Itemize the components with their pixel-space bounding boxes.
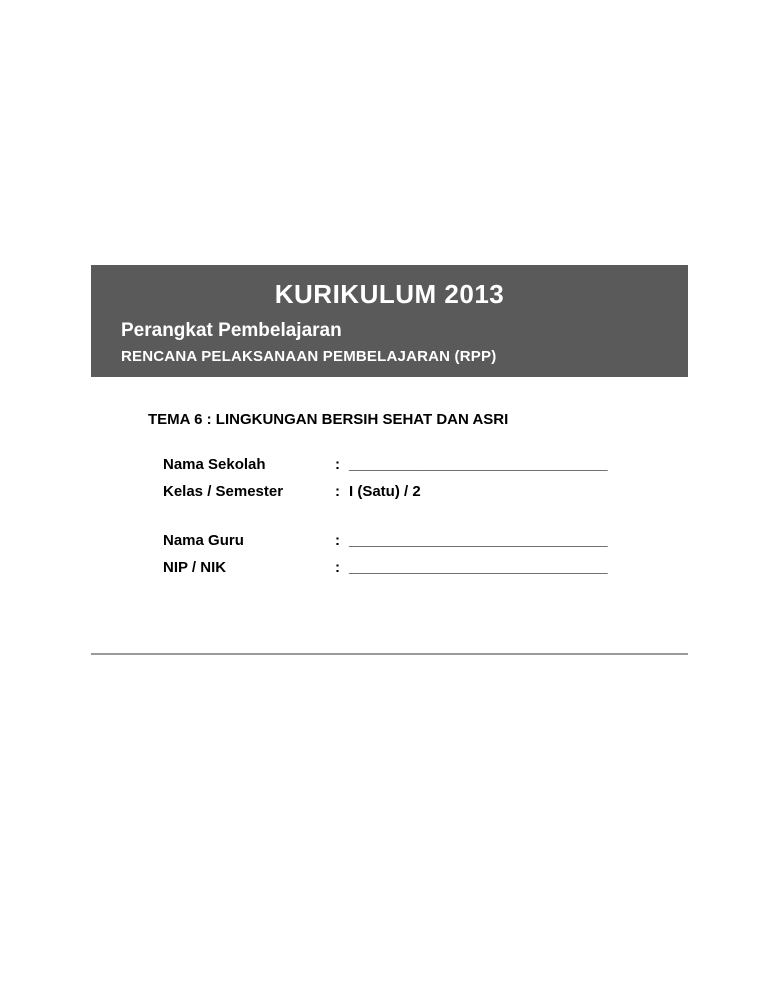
field-value-kelas-semester[interactable]: I (Satu) / 2 xyxy=(349,483,421,500)
field-row-kelas-semester xyxy=(163,483,688,500)
field-label-nama-sekolah: Nama Sekolah xyxy=(163,456,266,473)
field-separator: : xyxy=(335,559,340,576)
field-row-nama-guru xyxy=(163,532,688,549)
header-subtitle-primary: Perangkat Pembelajaran xyxy=(121,320,342,341)
theme-heading: TEMA 6 : LINGKUNGAN BERSIH SEHAT DAN ASRI xyxy=(148,411,509,428)
field-label-nip-nik: NIP / NIK xyxy=(163,559,227,576)
field-label-kelas-semester: Kelas / Semester xyxy=(163,483,284,500)
field-value-nama-sekolah[interactable]: _______________________________ xyxy=(349,456,608,473)
field-row-nama-sekolah xyxy=(163,456,688,473)
field-row-nip-nik xyxy=(163,559,688,576)
cover-block xyxy=(91,265,688,586)
field-separator: : xyxy=(335,483,340,500)
field-value-nip-nik[interactable]: _______________________________ xyxy=(349,559,608,576)
field-value-nama-guru[interactable]: _______________________________ xyxy=(349,532,608,549)
page-title: KURIKULUM 2013 xyxy=(274,279,505,309)
field-list xyxy=(91,456,688,576)
header-subtitle-secondary: RENCANA PELAKSANAAN PEMBELAJARAN (RPP) xyxy=(121,348,497,365)
header-band xyxy=(91,265,688,377)
bottom-divider xyxy=(91,653,688,655)
field-separator: : xyxy=(335,456,340,473)
field-separator: : xyxy=(335,532,340,549)
field-group-spacer xyxy=(163,510,688,532)
field-label-nama-guru: Nama Guru xyxy=(163,532,244,549)
